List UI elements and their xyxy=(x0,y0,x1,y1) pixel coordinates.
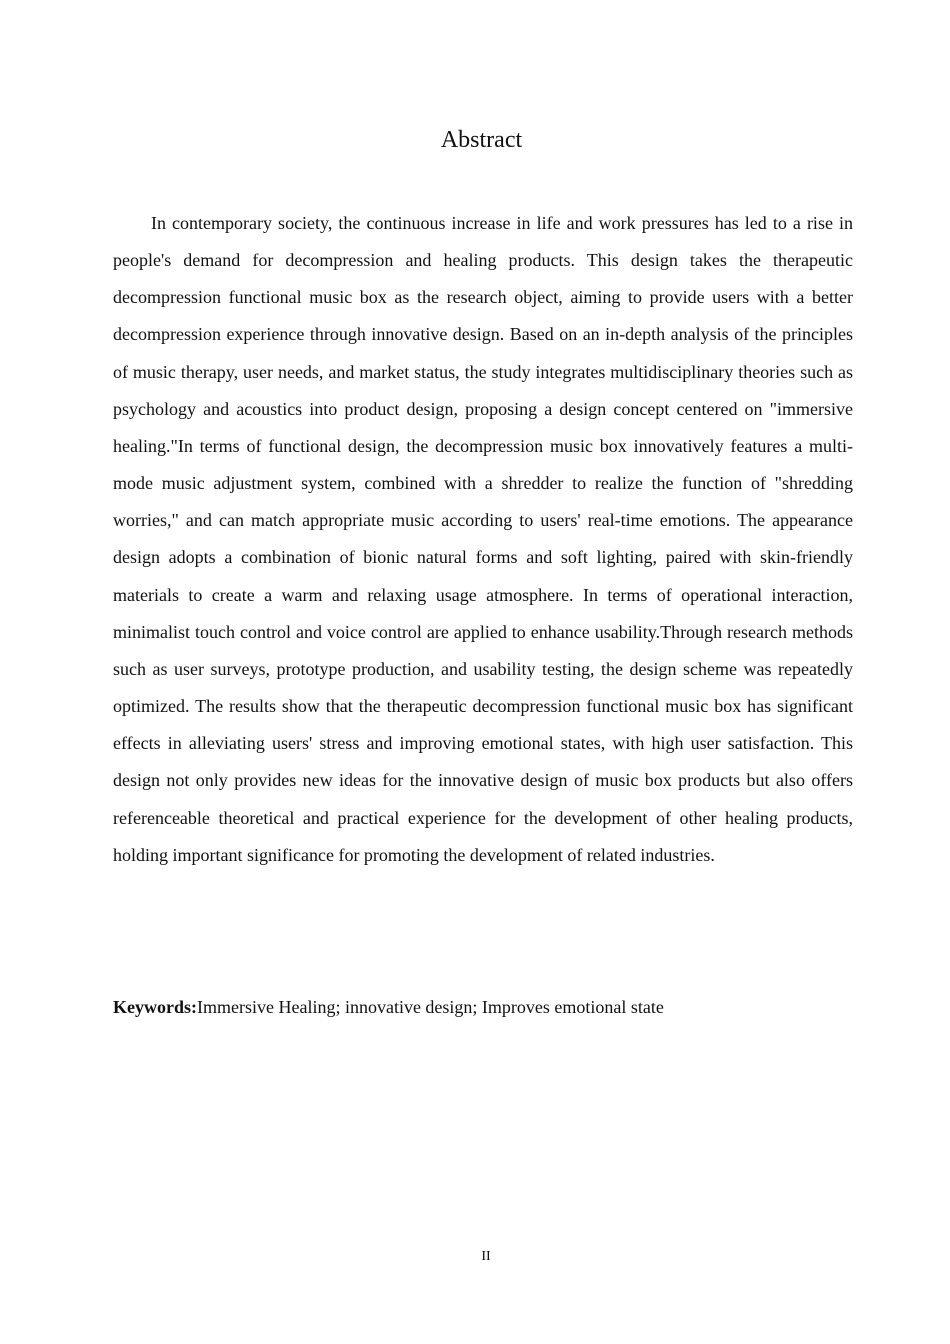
page-title: Abstract xyxy=(440,127,523,153)
keywords-line xyxy=(113,989,853,1025)
page-number: II xyxy=(481,1249,491,1264)
keywords-text: Immersive Healing; innovative design; Improves emotional state xyxy=(197,997,664,1017)
keywords-label: Keywords: xyxy=(113,997,197,1017)
abstract-paragraph: In contemporary society, the continuous increase in life and work pressures has led to a rise in people's demand for decompression and healing products. This design takes the therapeutic decompression functional music box as the research object, aiming to provide users with a better decompression experience through innovative design. Based on an in-depth analysis of the principles of music therapy, user needs, and market status, the study integrates multidisciplinary theories such as psychology and acoustics into product design, proposing a design concept centered on "immersive healing."In terms of functional design, the decompression music box innovatively features a multi-mode music adjustment system, combined with a shredder to realize the function of "shredding worries," and can match appropriate music according to users' real-time emotions. The appearance design adopts a combination of bionic natural forms and soft lighting, paired with skin-friendly materials to create a warm and relaxing usage atmosphere. In terms of operational interaction, minimalist touch control and voice control are applied to enhance usability.Through research methods such as user surveys, prototype production, and usability testing, the design scheme was repeatedly optimized. The results show that the therapeutic decompression functional music box has significant effects in alleviating users' stress and improving emotional states, with high user satisfaction. This design not only provides new ideas for the innovative design of music box products but also offers referenceable theoretical and practical experience for the development of other healing products, holding important significance for promoting the development of related industries. xyxy=(113,213,853,865)
